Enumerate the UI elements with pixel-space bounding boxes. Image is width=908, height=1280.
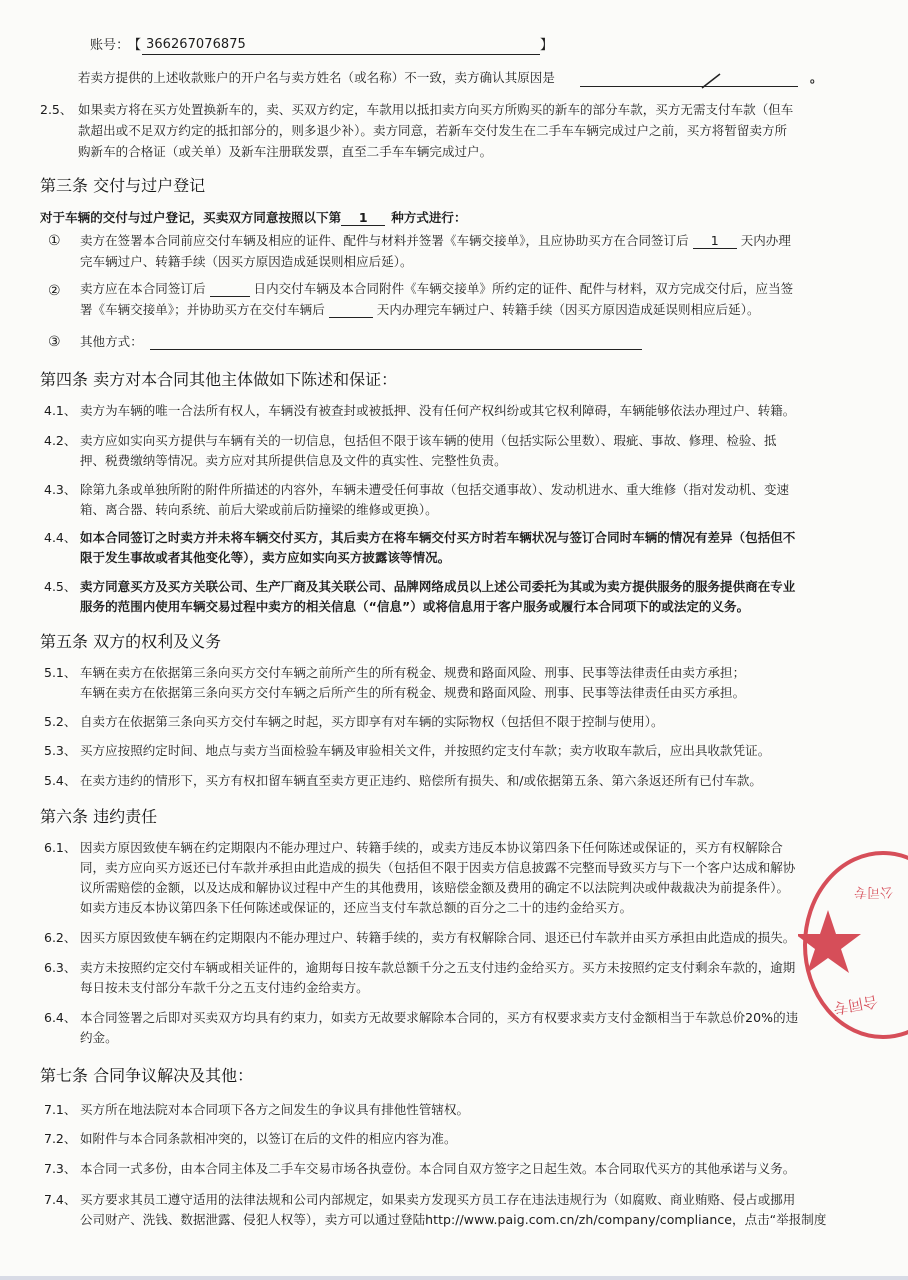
clause-line: 卖方未按照约定交付车辆或相关证件的，逾期每日按车款总额千分之五支付违约金给买方。买方未按照约定支付剩余车款的，逾期 (80, 960, 796, 975)
clause-num: 7.3、 (44, 1161, 77, 1176)
scan-edge (0, 1276, 908, 1280)
clause-line: 议所需赔偿的金额，以及达成和解协议过程中产生的其他费用，该赔偿金额及费用的确定不以法院判决或仲裁裁决为前提条件）。 (80, 880, 790, 895)
clause-num: 7.1、 (44, 1102, 77, 1117)
clause-line: 约金。 (80, 1030, 118, 1045)
mismatch-end: 。 (810, 70, 823, 85)
clause-line: 买方所在地法院对本合同项下各方之间发生的争议具有排他性管辖权。 (80, 1102, 470, 1117)
section-title: 第七条 合同争议解决及其他： (40, 1066, 254, 1085)
seal-text-top: 公司专 (853, 884, 893, 899)
s3-intro: 对于车辆的交付与过户登记，买卖双方同意按照以下第 1 种方式进行： (40, 210, 467, 225)
other-method-label: 其他方式： (80, 334, 143, 349)
clause-num: 5.4、 (44, 773, 77, 788)
clause-num: 4.2、 (44, 433, 77, 448)
option-line: 署《车辆交接单》；并协助买方在交付车辆后 天内办理完车辆过户、转籍手续（因买方原因造成延误则相应后延）。 (80, 302, 760, 317)
account-label: 账号： (90, 38, 130, 53)
clause-line: 车辆在卖方在依据第三条向买方交付车辆之前所产生的所有税金、规费和路面风险、刑事、民事等法律责任由卖方承担； (80, 665, 746, 680)
seal-text-bottom: 合同专 (831, 991, 880, 1018)
clause-line: 如附件与本合同条款相冲突的，以签订在后的文件的相应内容为准。 (80, 1131, 457, 1146)
clause-num: 5.1、 (44, 665, 77, 680)
clause-num: 7.2、 (44, 1131, 77, 1146)
account-open-bracket: 【 (128, 38, 142, 53)
option-line: 完车辆过户、转籍手续（因买方原因造成延误则相应后延）。 (80, 254, 413, 269)
clause-line: 同，卖方应向买方返还已付车款并承担由此造成的损失（包括但不限于因卖方信息披露不完整而导致买方与下一个客户达成和解协 (80, 860, 796, 875)
clause-line: 因卖方原因致使车辆在约定期限内不能办理过户、转籍手续的，或卖方违反本协议第四条下任何陈述或保证的，买方有权解除合 (80, 840, 783, 855)
clause-num: 6.2、 (44, 930, 77, 945)
clause-line: 在卖方违约的情形下，买方有权扣留车辆直至卖方更正违约、赔偿所有损失、和/或依据第五条、第六条返还所有已付车款。 (80, 773, 762, 788)
section-title: 第五条 双方的权利及义务 (40, 632, 222, 651)
company-seal-stamp (798, 850, 908, 1040)
account-close-bracket: 】 (540, 38, 554, 53)
clause-line: 如卖方违反本协议第四条下任何陈述或保证的，还应当支付车款总额的百分之二十的违约金给买方。 (80, 900, 633, 915)
transfer-days: 1 (693, 233, 737, 249)
clause-line: 款超出或不足双方约定的抵扣部分的，则多退少补）。卖方同意，若新车交付发生在二手车车辆完成过户之前，买方将暂留卖方所 (78, 123, 788, 138)
clause-line: 如本合同签订之时卖方并未将车辆交付买方，其后卖方在将车辆交付买方时若车辆状况与签订合同时车辆的情况有差异（包括但不 (80, 530, 796, 545)
option-line: 卖方应在本合同签订后 日内交付车辆及本合同附件《车辆交接单》所约定的证件、配件与材料，双方完成交付后，应当签 (80, 281, 794, 296)
delivery-days-blank (210, 281, 250, 297)
slash-mark (698, 72, 728, 90)
clause-line: 每日按未支付部分车款千分之五支付违约金给卖方。 (80, 980, 369, 995)
clause-line: 公司财产、洗钱、数据泄露、侵犯人权等），卖方可以通过登陆http://www.paig.com.cn/zh/company/compliance，点击“举报制度 (80, 1212, 827, 1227)
clause-num: 5.2、 (44, 714, 77, 729)
other-method-underline (150, 349, 642, 350)
account-number: 366267076875 (146, 37, 246, 52)
clause-line: 如果卖方将在买方处置换新车的，卖、买双方约定，车款用以抵扣卖方向买方所购买的新车的部分车款，买方无需支付车款（但车 (78, 102, 794, 117)
clause-line: 自卖方在依据第三条向买方交付车辆之时起，买方即享有对车辆的实际物权（包括但不限于控制与使用）。 (80, 714, 664, 729)
clause-line: 押、税费缴纳等情况。卖方应对其所提供信息及文件的真实性、完整性负责。 (80, 453, 507, 468)
option-marker: ① (48, 233, 61, 249)
clause-num: 4.4、 (44, 530, 77, 545)
clause-line: 卖方同意买方及买方关联公司、生产厂商及其关联公司、品牌网络成员以上述公司委托为其或为卖方提供服务的服务提供商在专业 (80, 579, 796, 594)
transfer-days-blank (329, 302, 373, 318)
option-marker: ② (48, 283, 61, 299)
clause-line: 车辆在卖方在依据第三条向买方交付车辆之后所产生的所有税金、规费和路面风险、刑事、民事等法律责任由买方承担。 (80, 685, 746, 700)
section-title: 第六条 违约责任 (40, 807, 158, 826)
clause-line: 本合同签署之后即对买卖双方均具有约束力，如卖方无故要求解除本合同的，买方有权要求卖方支付金额相当于车款总价20%的违 (80, 1010, 799, 1025)
clause-line: 本合同一式多份，由本合同主体及二手车交易市场各执壹份。本合同自双方签字之日起生效。本合同取代买方的其他承诺与义务。 (80, 1161, 796, 1176)
clause-line: 服务的范围内使用车辆交易过程中卖方的相关信息（“信息”）或将信息用于客户服务或履行本合同项下的或法定的义务。 (80, 599, 750, 614)
clause-line: 买方要求其员工遵守适用的法律法规和公司内部规定，如果卖方发现买方员工存在违法违规行为（如腐败、商业贿赂、侵占或挪用 (80, 1192, 796, 1207)
clause-line: 除第九条或单独所附的附件所描述的内容外，车辆未遭受任何事故（包括交通事故）、发动机进水、重大维修（指对发动机、变速 (80, 482, 790, 497)
clause-line: 卖方应如实向买方提供与车辆有关的一切信息，包括但不限于该车辆的使用（包括实际公里数）、瑕疵、事故、修理、检验、抵 (80, 433, 777, 448)
mismatch-text: 若卖方提供的上述收款账户的开户名与卖方姓名（或名称）不一致，卖方确认其原因是 (78, 70, 555, 85)
mismatch-underline (580, 86, 798, 87)
clause-num: 4.5、 (44, 579, 77, 594)
section-title: 第四条 卖方对本合同其他主体做如下陈述和保证： (40, 370, 398, 389)
option-line: 卖方在签署本合同前应交付车辆及相应的证件、配件与材料并签署《车辆交接单》，且应协助买方在合同签订后 1 天内办理 (80, 233, 791, 248)
clause-line: 购新车的合格证（或关单）及新车注册联发票，直至二手车车辆完成过户。 (78, 144, 493, 159)
clause-num: 6.3、 (44, 960, 77, 975)
method-choice: 1 (341, 210, 385, 226)
clause-line: 买方应按照约定时间、地点与卖方当面检验车辆及审验相关文件，并按照约定支付车款；卖方收取车款后，应出具收款凭证。 (80, 743, 771, 758)
clause-num: 4.3、 (44, 482, 77, 497)
clause-num: 6.1、 (44, 840, 77, 855)
section-title: 第三条 交付与过户登记 (40, 176, 206, 195)
clause-num: 2.5、 (40, 102, 73, 117)
clause-num: 7.4、 (44, 1192, 77, 1207)
clause-num: 5.3、 (44, 743, 77, 758)
clause-line: 卖方为车辆的唯一合法所有权人，车辆没有被查封或被抵押、没有任何产权纠纷或其它权利障碍，车辆能够依法办理过户、转籍。 (80, 403, 796, 418)
account-underline (142, 54, 540, 55)
clause-line: 因买方原因致使车辆在约定期限内不能办理过户、转籍手续的，卖方有权解除合同、退还已付车款并由买方承担由此造成的损失。 (80, 930, 796, 945)
option-marker: ③ (48, 334, 61, 350)
clause-line: 限于发生事故或者其他变化等），卖方应如实向买方披露该等情况。 (80, 550, 451, 565)
clause-num: 4.1、 (44, 403, 77, 418)
clause-num: 6.4、 (44, 1010, 77, 1025)
clause-line: 箱、离合器、转向系统、前后大梁或前后防撞梁的维修或更换）。 (80, 502, 438, 517)
